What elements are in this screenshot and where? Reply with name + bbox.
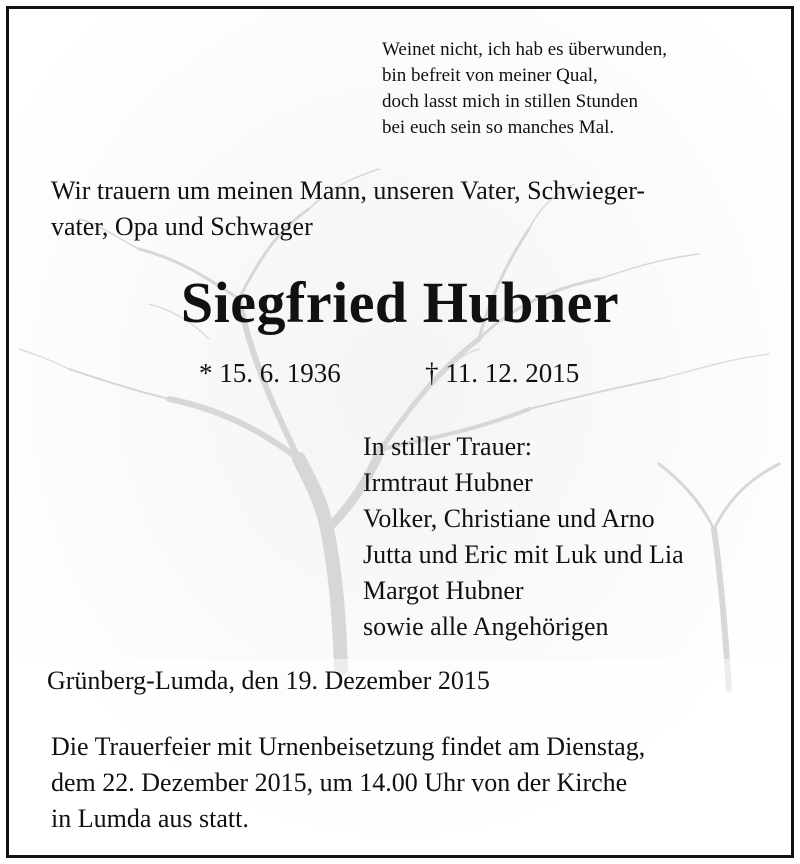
mourner-name: sowie alle Angehörigen	[363, 612, 609, 641]
death-date: † 11. 12. 2015	[425, 358, 580, 388]
notice-line: dem 22. Dezember 2015, um 14.00 Uhr von der Kirche	[51, 768, 628, 797]
intro-line: Wir trauern um meinen Mann, unseren Vater, Schwieger-	[51, 176, 645, 205]
mourner-name: Jutta und Eric mit Luk und Lia	[363, 540, 684, 569]
obituary-card	[6, 6, 794, 858]
poem-line: bin befreit von meiner Qual,	[382, 65, 598, 86]
deceased-name: Siegfried Hubner	[180, 270, 620, 335]
mourners-list	[363, 429, 684, 645]
notice-line: in Lumda aus statt.	[51, 804, 249, 833]
poem-line: doch lasst mich in stillen Stunden	[382, 91, 638, 112]
place-and-date: Grünberg-Lumda, den 19. Dezember 2015	[47, 666, 490, 695]
mourners-heading: In stiller Trauer:	[363, 432, 532, 461]
mourner-name: Irmtraut Hubner	[363, 468, 533, 497]
poem-line: Weinet nicht, ich hab es überwunden,	[382, 39, 667, 60]
poem-line: bei euch sein so manches Mal.	[382, 117, 615, 138]
mourning-announcement	[51, 173, 771, 245]
memorial-poem	[382, 37, 667, 141]
notice-line: Die Trauerfeier mit Urnenbeisetzung findet am Dienstag,	[51, 732, 646, 761]
funeral-notice	[51, 729, 645, 837]
life-dates	[199, 355, 580, 391]
mourner-name: Volker, Christiane und Arno	[363, 504, 655, 533]
mourner-name: Margot Hubner	[363, 576, 524, 605]
birth-date: * 15. 6. 1936	[199, 358, 341, 388]
intro-line: vater, Opa und Schwager	[51, 212, 313, 241]
obituary-text	[9, 9, 791, 855]
